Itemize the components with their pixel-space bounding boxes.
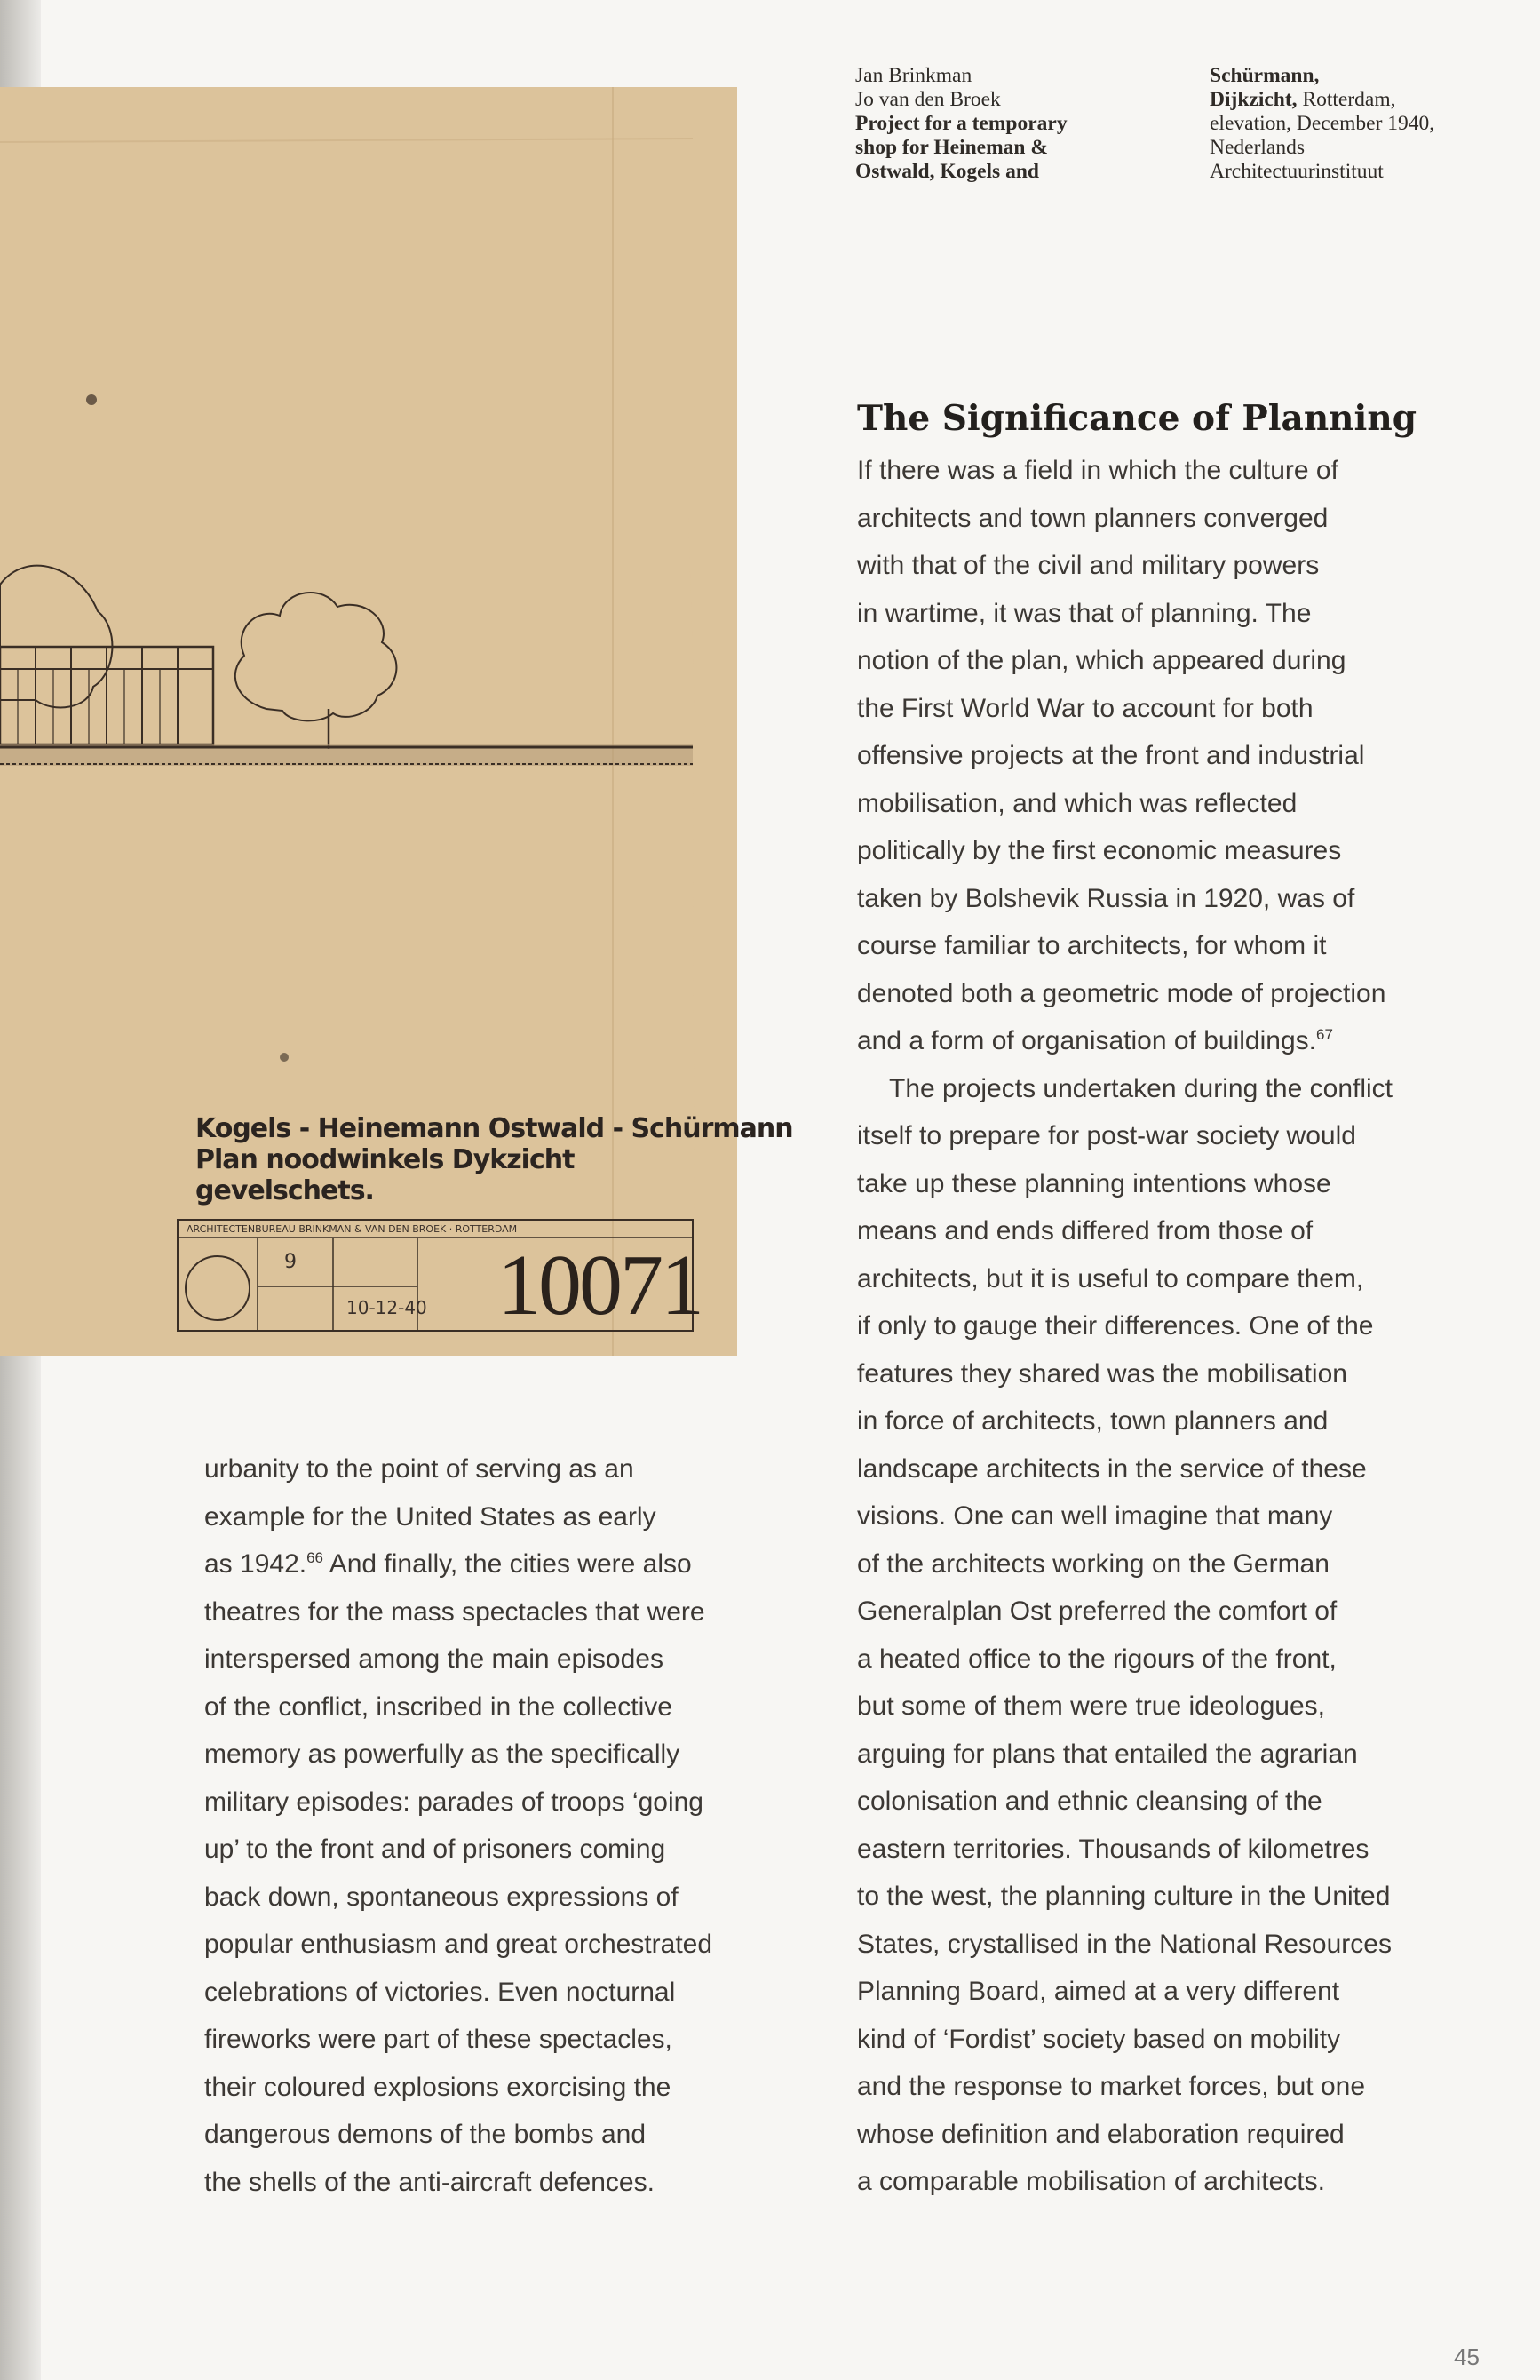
- text-line: popular enthusiasm and great orchestrated: [204, 1930, 713, 1959]
- text-line: with that of the civil and military powers: [857, 551, 1320, 580]
- stamp-office-header: ARCHITECTENBUREAU BRINKMAN & VAN DEN BROEK · ROTTERDAM: [187, 1223, 518, 1235]
- stamp-client-line: Kogels - Heinemann Ostwald - Schürmann: [195, 1113, 793, 1144]
- caption-bold-fragment: Dijkzicht,: [1210, 88, 1298, 111]
- text-line: back down, spontaneous expressions of: [204, 1882, 679, 1912]
- figure-caption-continued: [1210, 64, 1434, 184]
- page-number: 45: [1454, 2344, 1480, 2370]
- text-line: itself to prepare for post-war society would: [857, 1121, 1356, 1150]
- text-line: Planning Board, aimed at a very different: [857, 1977, 1340, 2006]
- text-line: in force of architects, town planners and: [857, 1406, 1329, 1436]
- text-line: theatres for the mass spectacles that were: [204, 1596, 705, 1627]
- caption-line: Nederlands: [1210, 136, 1306, 159]
- text-line: mobilisation, and which was reflected: [857, 788, 1298, 818]
- text-line: their coloured explosions exorcising the: [204, 2072, 671, 2102]
- caption-line: Project for a temporary: [855, 112, 1068, 135]
- text-line: kind of ‘Fordist’ society based on mobility: [857, 2024, 1341, 2054]
- stamp-plan-line: Plan noodwinkels Dykzicht: [195, 1144, 575, 1175]
- text-line: taken by Bolshevik Russia in 1920, was of: [857, 883, 1355, 913]
- stamp-drawing-number: 10071: [497, 1238, 702, 1333]
- stamp-sheet-number: 9: [284, 1251, 297, 1273]
- caption-line: Schürmann,: [1210, 64, 1320, 87]
- text-line: course familiar to architects, for whom it: [857, 931, 1327, 960]
- text-line: eastern territories. Thousands of kilometres: [857, 1834, 1369, 1864]
- text-line: of the conflict, inscribed in the collective: [204, 1691, 672, 1722]
- text-line: memory as powerfully as the specifically: [204, 1739, 680, 1769]
- text-line: If there was a field in which the culture of: [857, 456, 1338, 485]
- text-line: dangerous demons of the bombs and: [204, 2120, 647, 2149]
- stamp-sketch-line: gevelschets.: [195, 1175, 374, 1206]
- right-column-text: [857, 447, 1393, 2206]
- text-fragment: and a form of organisation of buildings.: [857, 1026, 1316, 1055]
- text-line: landscape architects in the service of these: [857, 1453, 1367, 1484]
- caption-line: shop for Heineman &: [855, 136, 1048, 159]
- caption-line: Architectuurinstituut: [1210, 160, 1384, 183]
- text-line: celebrations of victories. Even nocturnal: [204, 1977, 676, 2007]
- figure-caption: [855, 64, 1068, 184]
- text-line: States, crystallised in the National Resources: [857, 1929, 1392, 1959]
- caption-line: Jo van den Broek: [855, 88, 1001, 111]
- text-line: architects and town planners converged: [857, 503, 1329, 533]
- text-line: Generalplan Ost preferred the comfort of: [857, 1596, 1338, 1626]
- text-line: if only to gauge their differences. One of the: [857, 1311, 1374, 1341]
- text-line: notion of the plan, which appeared during: [857, 646, 1346, 675]
- text-line: arguing for plans that entailed the agrarian: [857, 1739, 1358, 1769]
- text-line: architects, but it is useful to compare them,: [857, 1263, 1364, 1293]
- text-line: features they shared was the mobilisation: [857, 1358, 1347, 1389]
- text-line: urbanity to the point of serving as an: [204, 1454, 634, 1484]
- text-line: fireworks were part of these spectacles,: [204, 2025, 672, 2054]
- text-line: politically by the first economic measures: [857, 836, 1342, 865]
- text-line: [204, 1540, 712, 1588]
- caption-line: elevation, December 1940,: [1210, 112, 1435, 135]
- text-line: and the response to market forces, but one: [857, 2072, 1366, 2101]
- text-fragment: as 1942.: [204, 1549, 307, 1579]
- text-line: a comparable mobilisation of architects.: [857, 2167, 1325, 2196]
- footnote-ref: 67: [1316, 1026, 1333, 1043]
- caption-line: Jan Brinkman: [855, 64, 972, 87]
- text-line: [857, 1017, 1393, 1065]
- text-line: offensive projects at the front and industrial: [857, 741, 1365, 770]
- text-line: The projects undertaken during the conflict: [889, 1073, 1393, 1103]
- left-column-text: [204, 1445, 712, 2206]
- text-line: colonisation and ethnic cleansing of the: [857, 1787, 1322, 1816]
- text-line: in wartime, it was that of planning. The: [857, 598, 1312, 628]
- architectural-drawing: [0, 87, 793, 1356]
- text-line: whose definition and elaboration required: [857, 2119, 1345, 2149]
- text-line: up’ to the front and of prisoners coming: [204, 1835, 666, 1864]
- text-line: denoted both a geometric mode of projection: [857, 978, 1386, 1008]
- text-line: but some of them were true ideologues,: [857, 1691, 1325, 1721]
- text-line: interspersed among the main episodes: [204, 1644, 663, 1674]
- stamp-date: 10-12-40: [346, 1297, 427, 1318]
- text-line: take up these planning intentions whose: [857, 1168, 1331, 1198]
- text-fragment: And finally, the cities were also: [323, 1549, 692, 1579]
- caption-line: [1210, 88, 1434, 112]
- text-line: of the architects working on the German: [857, 1548, 1330, 1579]
- caption-line: Ostwald, Kogels and: [855, 160, 1039, 183]
- caption-fragment: Rotterdam,: [1297, 88, 1396, 111]
- text-line: the shells of the anti-aircraft defences.: [204, 2167, 655, 2197]
- footnote-ref: 66: [306, 1549, 324, 1566]
- section-heading: The Significance of Planning: [857, 398, 1417, 439]
- text-line: means and ends differed from those of: [857, 1216, 1314, 1246]
- text-line: example for the United States as early: [204, 1501, 656, 1532]
- text-line: visions. One can well imagine that many: [857, 1501, 1333, 1531]
- text-line: to the west, the planning culture in the United: [857, 1882, 1391, 1911]
- text-line: the First World War to account for both: [857, 693, 1314, 723]
- text-line: military episodes: parades of troops ‘going: [204, 1787, 703, 1817]
- text-line: a heated office to the rigours of the front,: [857, 1644, 1337, 1674]
